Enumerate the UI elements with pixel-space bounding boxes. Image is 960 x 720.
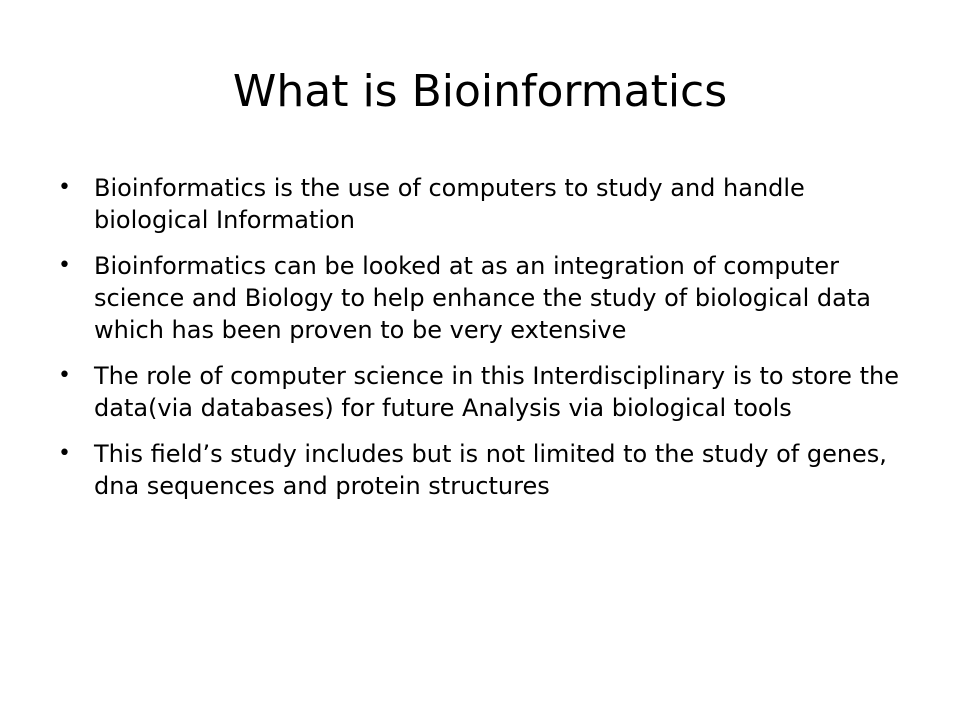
bullet-item [58, 250, 918, 346]
bullet-list [58, 172, 918, 516]
bullet-item [58, 438, 918, 502]
bullet-icon: • [58, 441, 71, 466]
slide-title: What is Bioinformatics [232, 66, 728, 117]
bullet-text: This field’s study includes but is not limited to the study of genes, dna sequences and protein structures [94, 440, 887, 500]
bullet-item [58, 360, 918, 424]
bullet-icon: • [58, 253, 71, 278]
bullet-icon: • [58, 363, 71, 388]
bullet-text: Bioinformatics is the use of computers to study and handle biological Information [94, 174, 805, 234]
bullet-item [58, 172, 918, 236]
bullet-icon: • [58, 175, 71, 200]
bullet-text: The role of computer science in this Interdisciplinary is to store the data(via databases) for future Analysis via biological tools [94, 362, 899, 422]
bullet-text: Bioinformatics can be looked at as an integration of computer science and Biology to help enhance the study of biological data which has been proven to be very extensive [94, 252, 871, 344]
